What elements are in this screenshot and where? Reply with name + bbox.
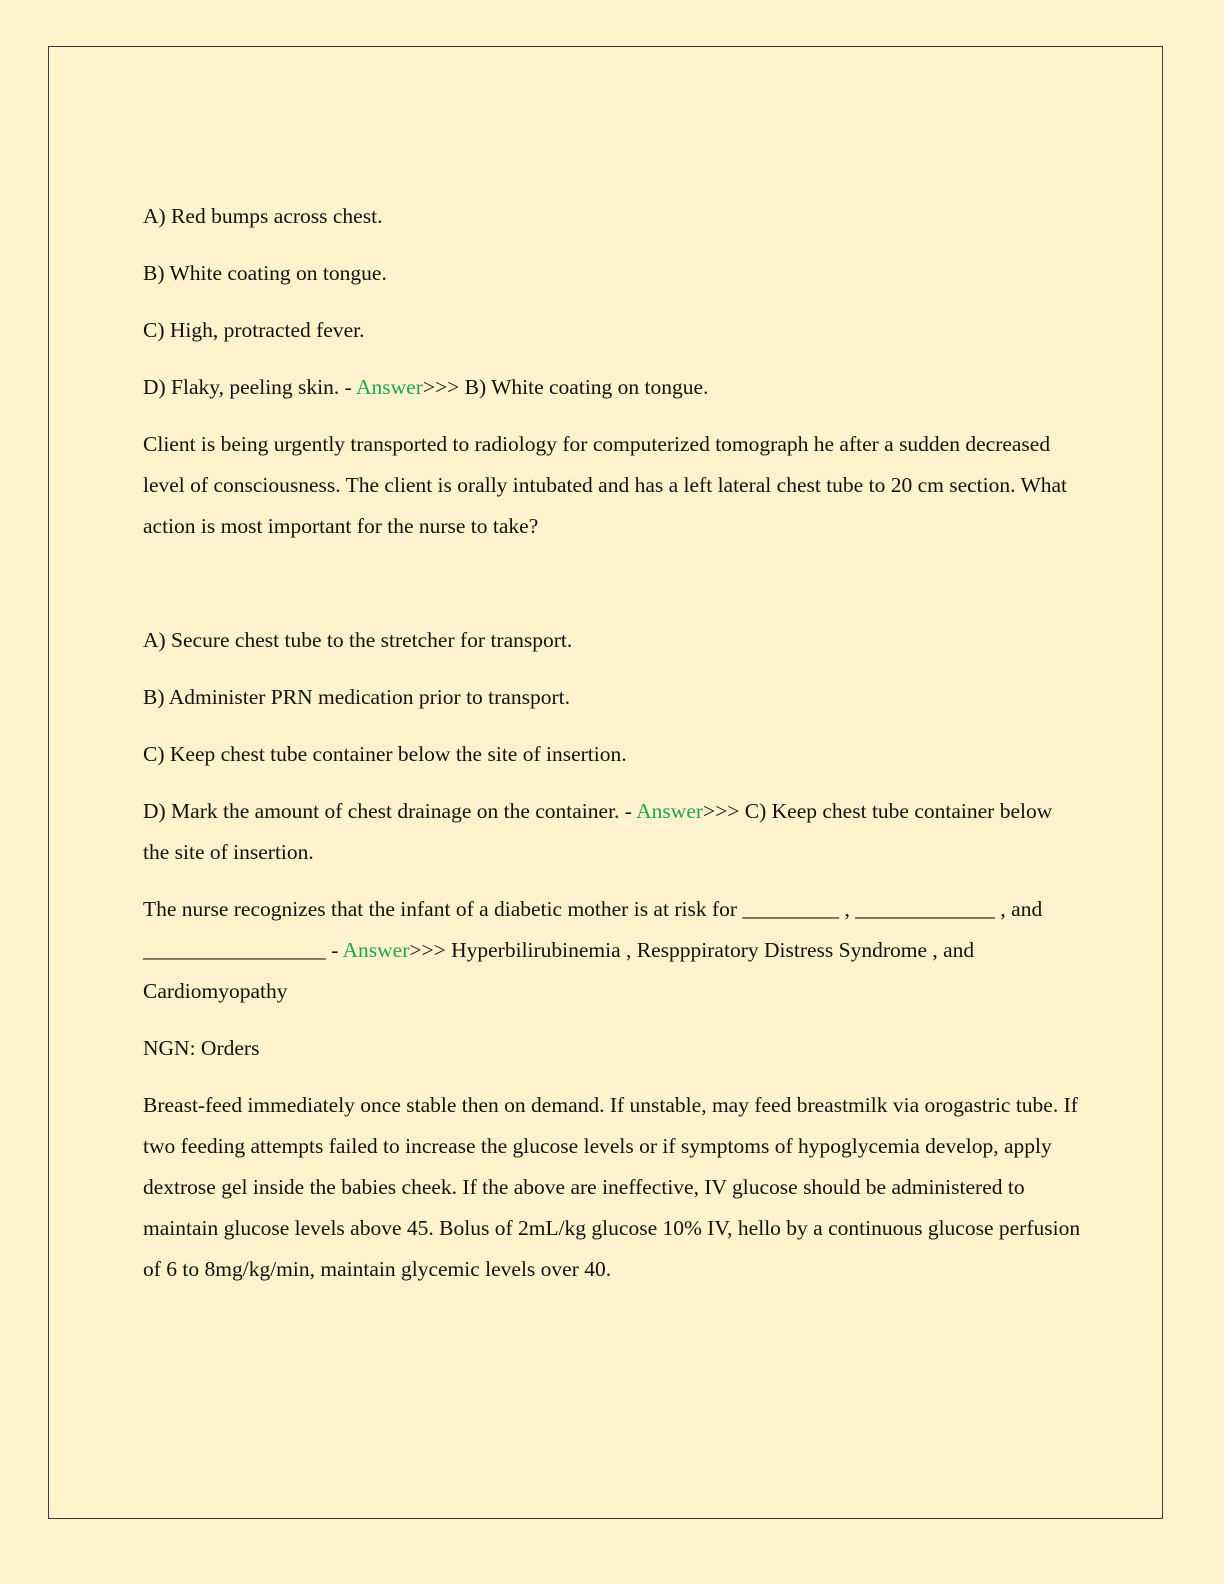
question3-with-answer <box>143 889 1083 1012</box>
question2-text: Client is being urgently transported to radiology for computerized tomograph he after a sudden decreased level of consciousness. The client is orally intubated and has a left lateral chest tube to 20 cm section. What action is most important for the nurse to take? <box>143 432 1068 538</box>
question2-option-b: B) Administer PRN medication prior to transport. <box>143 685 570 709</box>
question1-option-c: C) High, protracted fever. <box>143 318 365 342</box>
question1-option-d-with-answer <box>143 367 1083 408</box>
section-heading: NGN: Orders <box>143 1036 260 1060</box>
question3-text: The nurse recognizes that the infant of a diabetic mother is at risk for _________ , _____________ , and _________________ - <box>143 897 1043 962</box>
answer-label: Answer <box>355 375 423 399</box>
question2-option-d: D) Mark the amount of chest drainage on the container. - <box>143 799 637 823</box>
question1-option-d: D) Flaky, peeling skin. - <box>143 375 356 399</box>
answer-label: Answer <box>636 799 704 823</box>
question2-option-d-with-answer <box>143 791 1083 873</box>
answer-label: Answer <box>342 938 410 962</box>
question2-option-a: A) Secure chest tube to the stretcher for transport. <box>143 628 573 652</box>
question1-answer: >>> B) White coating on tongue. <box>422 375 709 399</box>
question2-answer: >>> C) Keep chest tube container below the site of insertion. <box>143 799 1053 864</box>
document-content <box>143 196 1083 1306</box>
section-body: Breast-feed immediately once stable then on demand. If unstable, may feed breastmilk via orogastric tube. If two feeding attempts failed to increase the glucose levels or if symptoms of hypoglycemia develop, apply dextrose gel inside the babies cheek. If the above are ineffective, IV glucose should be administered to maintain glucose levels above 45. Bolus of 2mL/kg glucose 10% IV, hello by a continuous glucose perfusion of 6 to 8mg/kg/min, maintain glycemic levels over 40. <box>143 1093 1081 1281</box>
question1-option-b: B) White coating on tongue. <box>143 261 387 285</box>
question2-option-c: C) Keep chest tube container below the site of insertion. <box>143 742 627 766</box>
question3-answer: >>> Hyperbilirubinemia , Respppiratory Distress Syndrome , and Cardiomyopathy <box>143 938 975 1003</box>
question1-option-a: A) Red bumps across chest. <box>143 204 383 228</box>
